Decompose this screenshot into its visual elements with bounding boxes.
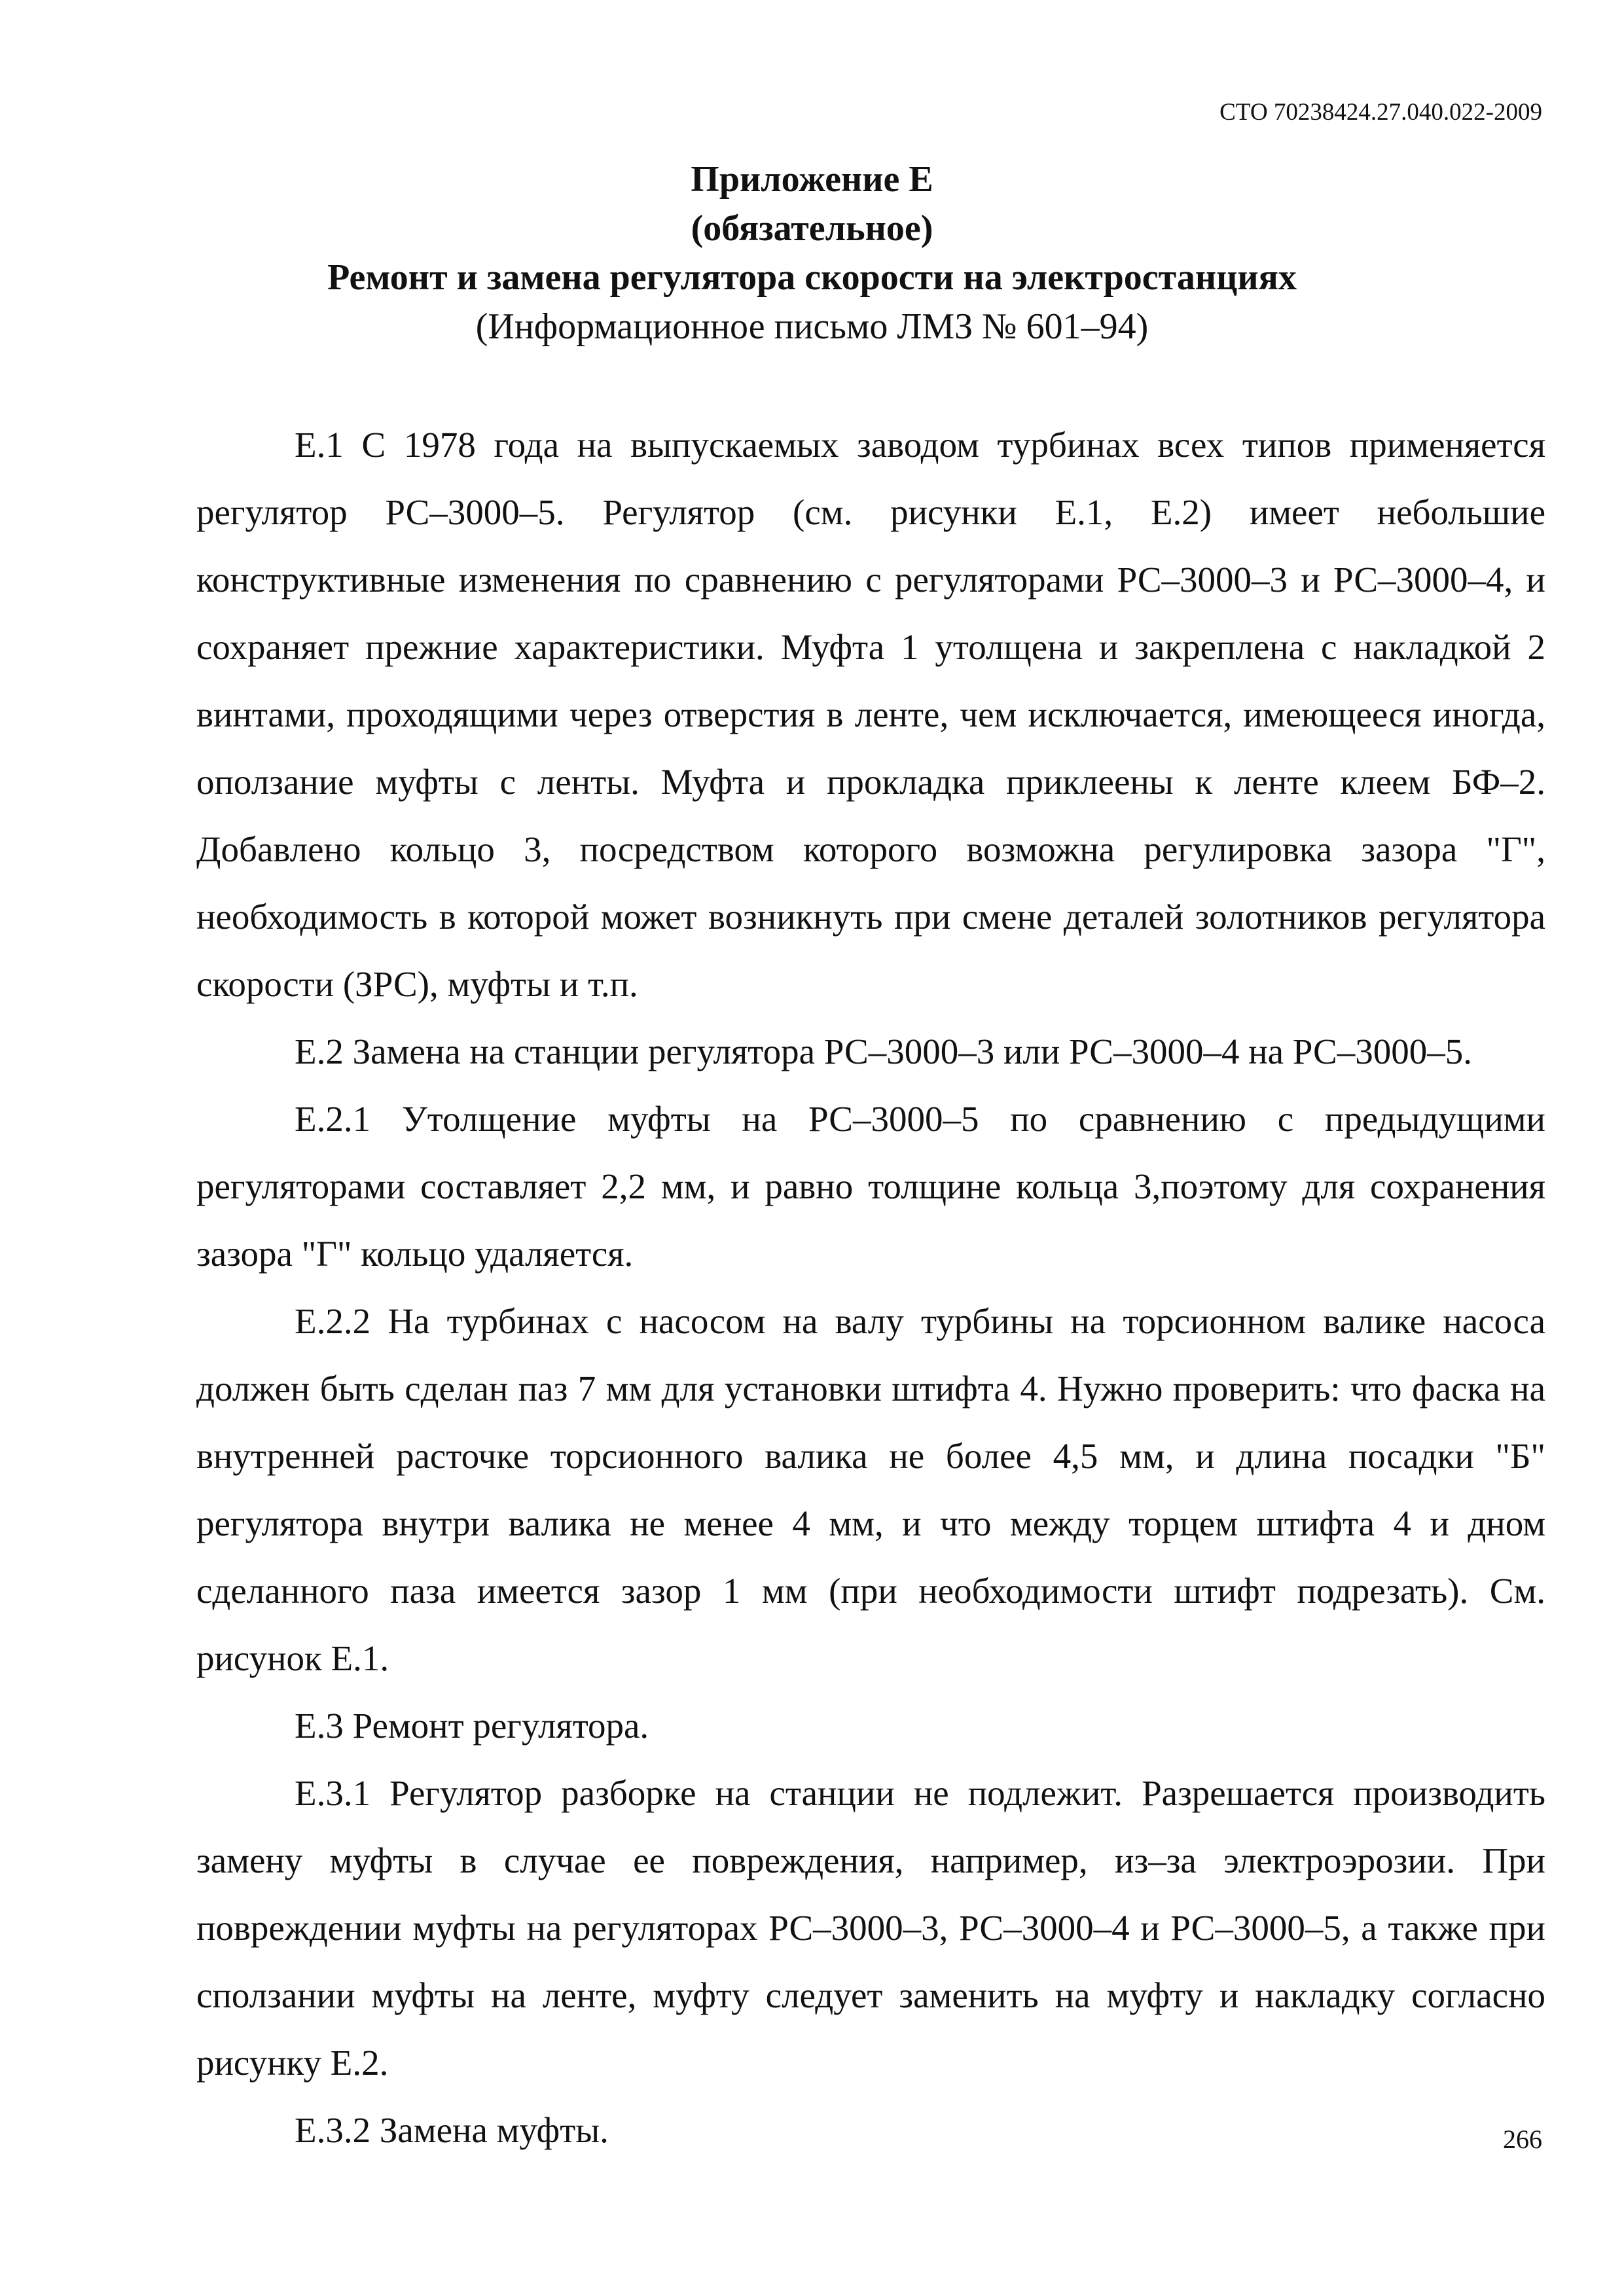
body-text xyxy=(196,411,1545,2164)
paragraph-e3-2: Е.3.2 Замена муфты. xyxy=(295,2110,609,2150)
appendix-status: (обязательное) xyxy=(691,208,933,249)
paragraph-e2-2: Е.2.2 На турбинах с насосом на валу турбины на торсионном валике насоса должен быть сделан паз 7 мм для установки штифта 4. Нужно проверить: что фаска на внутренней расточке торсионного валика не более 4,5 мм, и длина посадки "Б" регулятора внутри валика не менее 4 мм, и что между торцем штифта 4 и дном сделанного паза имеется зазор 1 мм (при необходимости штифт подрезать). См. рисунок Е.1. xyxy=(196,1301,1545,1678)
paragraph-e3: Е.3 Ремонт регулятора. xyxy=(295,1706,649,1746)
appendix-subject: Ремонт и замена регулятора скорости на электростанциях xyxy=(327,257,1297,298)
paragraph-e3-1: Е.3.1 Регулятор разборке на станции не подлежит. Разрешается производить замену муфты в случае ее повреждения, например, из–за электроэрозии. При повреждении муфты на регуляторах РС–3000–3, РС–3000–4 и РС–3000–5, а также при сползании муфты на ленте, муфту следует заменить на муфту и накладку согласно рисунку Е.2. xyxy=(196,1773,1545,2083)
appendix-source-note: (Информационное письмо ЛМЗ № 601–94) xyxy=(475,306,1149,347)
paragraph-e2: Е.2 Замена на станции регулятора РС–3000–3 или РС–3000–4 на РС–3000–5. xyxy=(295,1031,1472,1071)
appendix-title: Приложение Е xyxy=(691,159,933,200)
paragraph-e2-1: Е.2.1 Утолщение муфты на РС–3000–5 по сравнению с предыдущими регуляторами составляет 2,2 мм, и равно толщине кольца 3,поэтому для сохранения зазора "Г" кольцо удаляется. xyxy=(196,1099,1545,1274)
document-code: СТО 70238424.27.040.022-2009 xyxy=(1219,99,1542,126)
page-number: 266 xyxy=(1503,2125,1542,2154)
paragraph-e1: Е.1 С 1978 года на выпускаемых заводом турбинах всех типов применяется регулятор РС–3000–5. Регулятор (см. рисунки Е.1, Е.2) имеет небольшие конструктивные изменения по сравнению с регуляторами РС–3000–3 и РС–3000–4, и сохраняет прежние характеристики. Муфта 1 утолщена и закреплена с накладкой 2 винтами, проходящими через отверстия в ленте, чем исключается, имеющееся иногда, оползание муфты с ленты. Муфта и прокладка приклеены к ленте клеем БФ–2. Добавлено кольцо 3, посредством которого возможна регулировка зазора "Г", необходимость в которой может возникнуть при смене деталей золотников регулятора скорости (ЗРС), муфты и т.п. xyxy=(196,425,1545,1004)
appendix-heading xyxy=(0,155,1624,351)
